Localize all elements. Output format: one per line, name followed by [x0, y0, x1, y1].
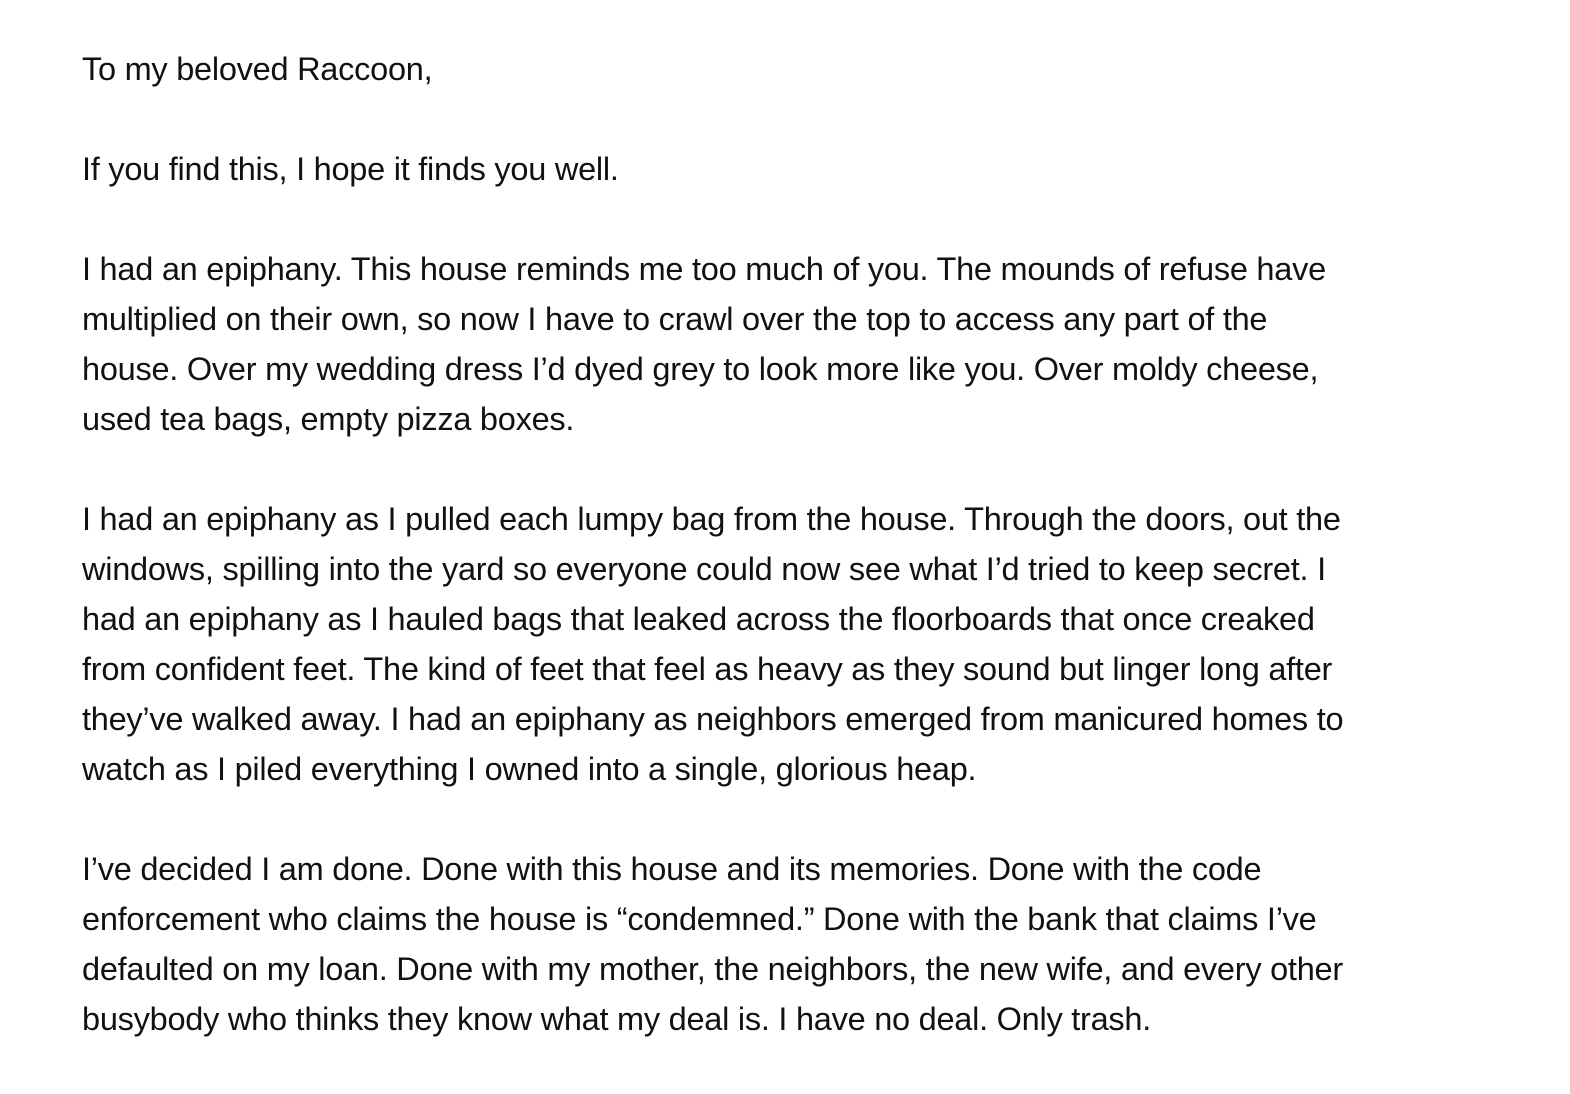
paragraph-line: I had an epiphany as I pulled each lumpy bag from the house. Through the doors, out the	[82, 501, 1341, 537]
paragraph-line: I’ve decided I am done. Done with this house and its memories. Done with the code	[82, 851, 1262, 887]
paragraph-line: windows, spilling into the yard so everyone could now see what I’d tried to keep secret. I	[82, 551, 1326, 587]
paragraph-line: enforcement who claims the house is “condemned.” Done with the bank that claims I’ve	[82, 901, 1317, 937]
paragraph-1	[82, 144, 1482, 194]
paragraph-line: house. Over my wedding dress I’d dyed grey to look more like you. Over moldy cheese,	[82, 351, 1319, 387]
paragraph-4	[82, 844, 1482, 1044]
paragraph-line: multiplied on their own, so now I have to crawl over the top to access any part of the	[82, 301, 1268, 337]
paragraph-line: defaulted on my loan. Done with my mother, the neighbors, the new wife, and every other	[82, 951, 1343, 987]
paragraph-line: they’ve walked away. I had an epiphany as neighbors emerged from manicured homes to	[82, 701, 1344, 737]
paragraph-3	[82, 494, 1482, 794]
paragraph-line: from confident feet. The kind of feet that feel as heavy as they sound but linger long after	[82, 651, 1333, 687]
paragraph-line: used tea bags, empty pizza boxes.	[82, 401, 575, 437]
paragraph-line: I had an epiphany. This house reminds me too much of you. The mounds of refuse have	[82, 251, 1326, 287]
paragraph-line: watch as I piled everything I owned into a single, glorious heap.	[82, 751, 977, 787]
salutation-line: To my beloved Raccoon,	[82, 51, 433, 87]
salutation	[82, 44, 1482, 94]
paragraph-line: had an epiphany as I hauled bags that leaked across the floorboards that once creaked	[82, 601, 1315, 637]
paragraph-line: If you find this, I hope it finds you well.	[82, 151, 619, 187]
paragraph-line: busybody who thinks they know what my deal is. I have no deal. Only trash.	[82, 1001, 1152, 1037]
letter-body	[82, 44, 1482, 1094]
paragraph-2	[82, 244, 1482, 444]
